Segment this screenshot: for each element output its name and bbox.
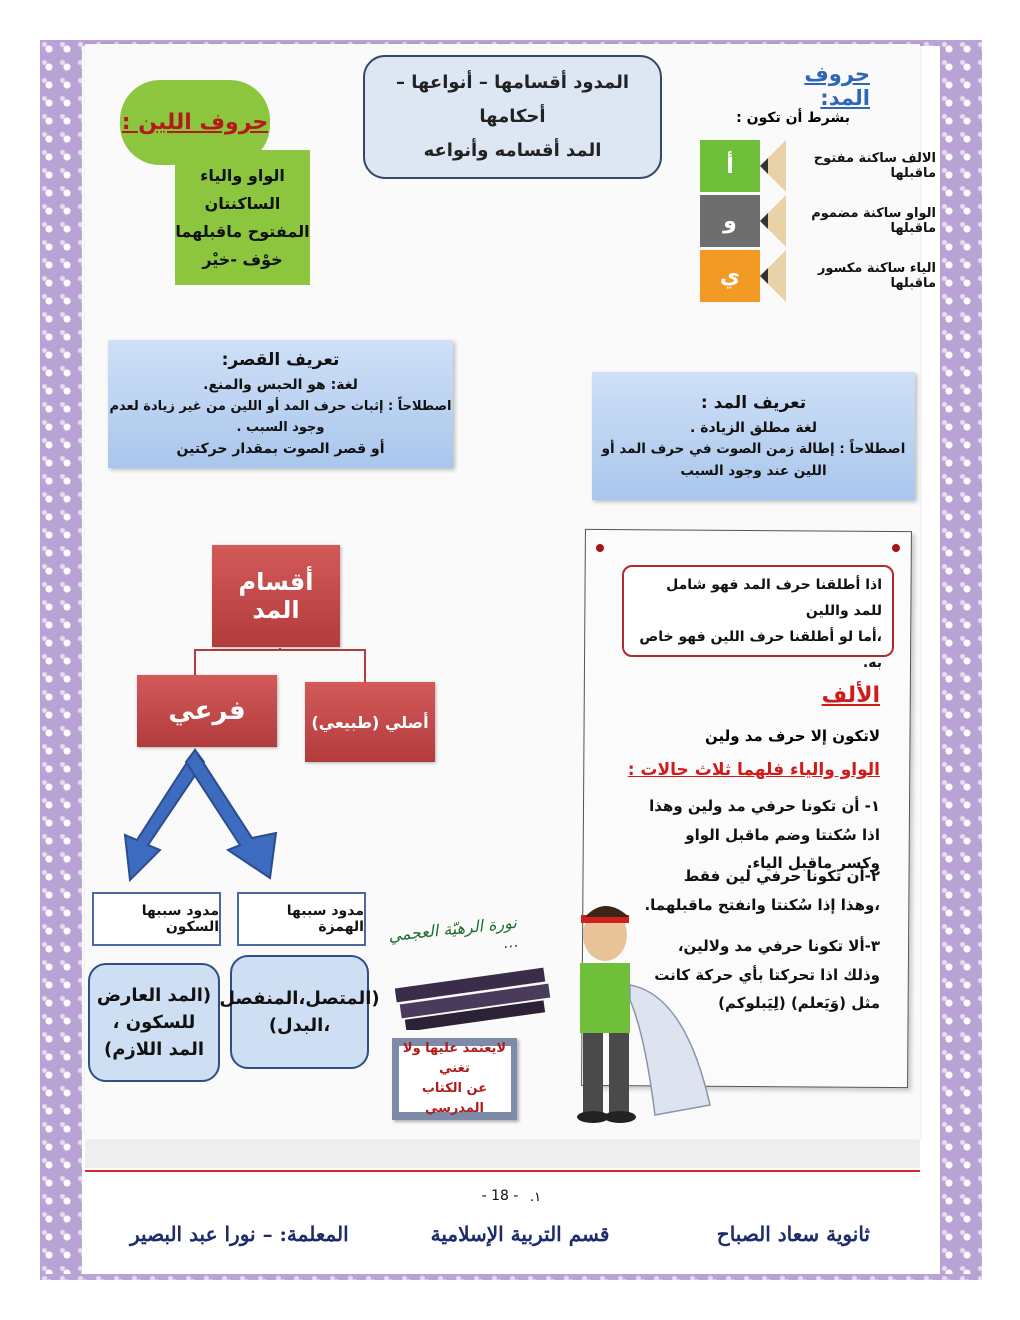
leen-line-3: خوْف -خيْر (202, 249, 283, 269)
footer-department: قسم التربية الإسلامية (430, 1222, 610, 1246)
qasr-definition-box (108, 340, 453, 468)
qasr-alt: أو قصر الصوت بمقدار حركتين (176, 441, 385, 458)
pencil-item-yaa (700, 250, 936, 302)
pencil-item-waw (700, 195, 936, 247)
title-line-1: المدود أقسامها – أنواعها –أحكامها (395, 71, 630, 127)
leen-heading: حروف اللين : (121, 110, 269, 135)
madd-letters-condition: بشرط أن تكون : (736, 110, 850, 126)
sukoon-value-3: المد اللازم) (103, 1039, 205, 1060)
diagram-node-far-i: فرعي (137, 675, 277, 747)
pencil-tip-icon (760, 195, 786, 247)
cause-hamza-box: مدود سببها الهمزة (237, 892, 366, 946)
bottom-band (85, 1140, 920, 1168)
alif-text: لاتكون إلا حرف مد ولين (704, 727, 880, 745)
disclaimer-line-1: لايعتمد عليها ولا تغني (402, 1040, 507, 1076)
hamza-values-box (219, 955, 380, 1069)
alif-heading: الألف (821, 683, 880, 708)
decorative-border-right (940, 40, 982, 1280)
pencil-text-waw: الواو ساكنة مضموم ماقبلها (811, 206, 936, 236)
hamza-value-1: (المتصل،المنفصل (219, 988, 380, 1009)
cause-sukoon-box: مدود سببها السكون (92, 892, 221, 946)
page-mark: ١. (530, 1190, 542, 1205)
diagram-node-asli: أصلي (طبيعي) (305, 682, 435, 762)
note-line-1: اذا أطلقنا حرف المد فهو شامل للمد واللين (666, 577, 882, 619)
decorative-border-bottom (40, 1274, 982, 1280)
pencil-item-alif (700, 140, 936, 192)
pin-icon (892, 544, 900, 552)
disclaimer-box (392, 1038, 517, 1120)
caption-author: نورة الرهيّة العجمي ... (387, 912, 520, 953)
case-1: ١- أن تكونا حرفي مد ولين وهذا اذا سُكنتا وضم ماقبل الواو وكسر ماقبل الياء. (649, 797, 880, 872)
pin-icon (596, 544, 604, 552)
qasr-istilah: اصطلاحاً : إثبات حرف المد أو اللين من غير زيادة لعدم وجود السبب . (109, 398, 452, 435)
pencil-text-yaa: الياء ساكنة مكسور ماقبلها (817, 261, 936, 291)
sukoon-value-2: للسكون ، (112, 1012, 196, 1033)
case-2: ٢-أن تكونا حرفي لين فقط ،وهذا إذا سُكنتا وانفتح ماقبلهما. (644, 867, 880, 914)
page-number: - 18 - (481, 1188, 519, 1204)
diagram-root-node: أقسام المد (212, 545, 340, 647)
qasr-lugha: لغة: هو الحبس والمنع. (203, 377, 358, 394)
sukoon-values-box (88, 963, 220, 1082)
madd-heading: تعريف المد : (700, 392, 807, 413)
pencil-letter-waw: و (700, 195, 760, 247)
madd-letters-heading: حروف المد: (804, 62, 870, 110)
page-title (363, 55, 662, 179)
pencil-letter-yaa: ي (700, 250, 760, 302)
character-illustration (545, 905, 715, 1130)
leen-letters-box (175, 150, 310, 285)
footer-school: ثانوية سعاد الصباح (716, 1222, 870, 1246)
hamza-value-2: ،البدل) (268, 1015, 331, 1036)
case-3: ٣-ألا تكونا حرفي مد ولالين، وذلك اذا تحركتا بأي حركة كانت مثل (وَيَعلم) (لِيَبلوكم) (654, 937, 880, 1012)
madd-definition-box (592, 372, 915, 500)
pencil-tip-icon (760, 140, 786, 192)
waw-yaa-heading: الواو والياء فلهما ثلاث حالات : (627, 760, 880, 780)
footer-teacher: المعلمة: – نورا عبد البصير (130, 1222, 349, 1246)
note-highlight-box (622, 565, 894, 671)
note-line-2: ،أما لو أطلقنا حرف اللين فهو خاص به. (639, 628, 882, 671)
disclaimer-line-2: عن الكتاب المدرسي (421, 1081, 488, 1117)
pencil-tip-icon (760, 250, 786, 302)
pencil-text-alif: الالف ساكنة مفتوح ماقبلها (813, 151, 936, 181)
leen-heading-badge (120, 80, 270, 165)
leen-line-1: الواو والياء الساكنتان (200, 165, 285, 213)
leen-line-2: المفتوح ماقبلهما (175, 221, 310, 241)
sukoon-value-1: (المد العارض (96, 985, 212, 1006)
qasr-heading: تعريف القصر: (221, 350, 340, 371)
decorative-border-left (40, 40, 82, 1280)
madd-lugha: لغة مطلق الزيادة . (690, 419, 817, 436)
madd-istilah: اصطلاحاً : إطالة زمن الصوت في حرف المد أو اللين عند وجود السبب (601, 441, 906, 479)
pens-illustration (395, 960, 555, 1030)
pencil-letter-alif: أ (700, 140, 760, 192)
footer-divider (85, 1170, 920, 1172)
title-line-2: المد أقسامه وأنواعه (423, 140, 602, 162)
